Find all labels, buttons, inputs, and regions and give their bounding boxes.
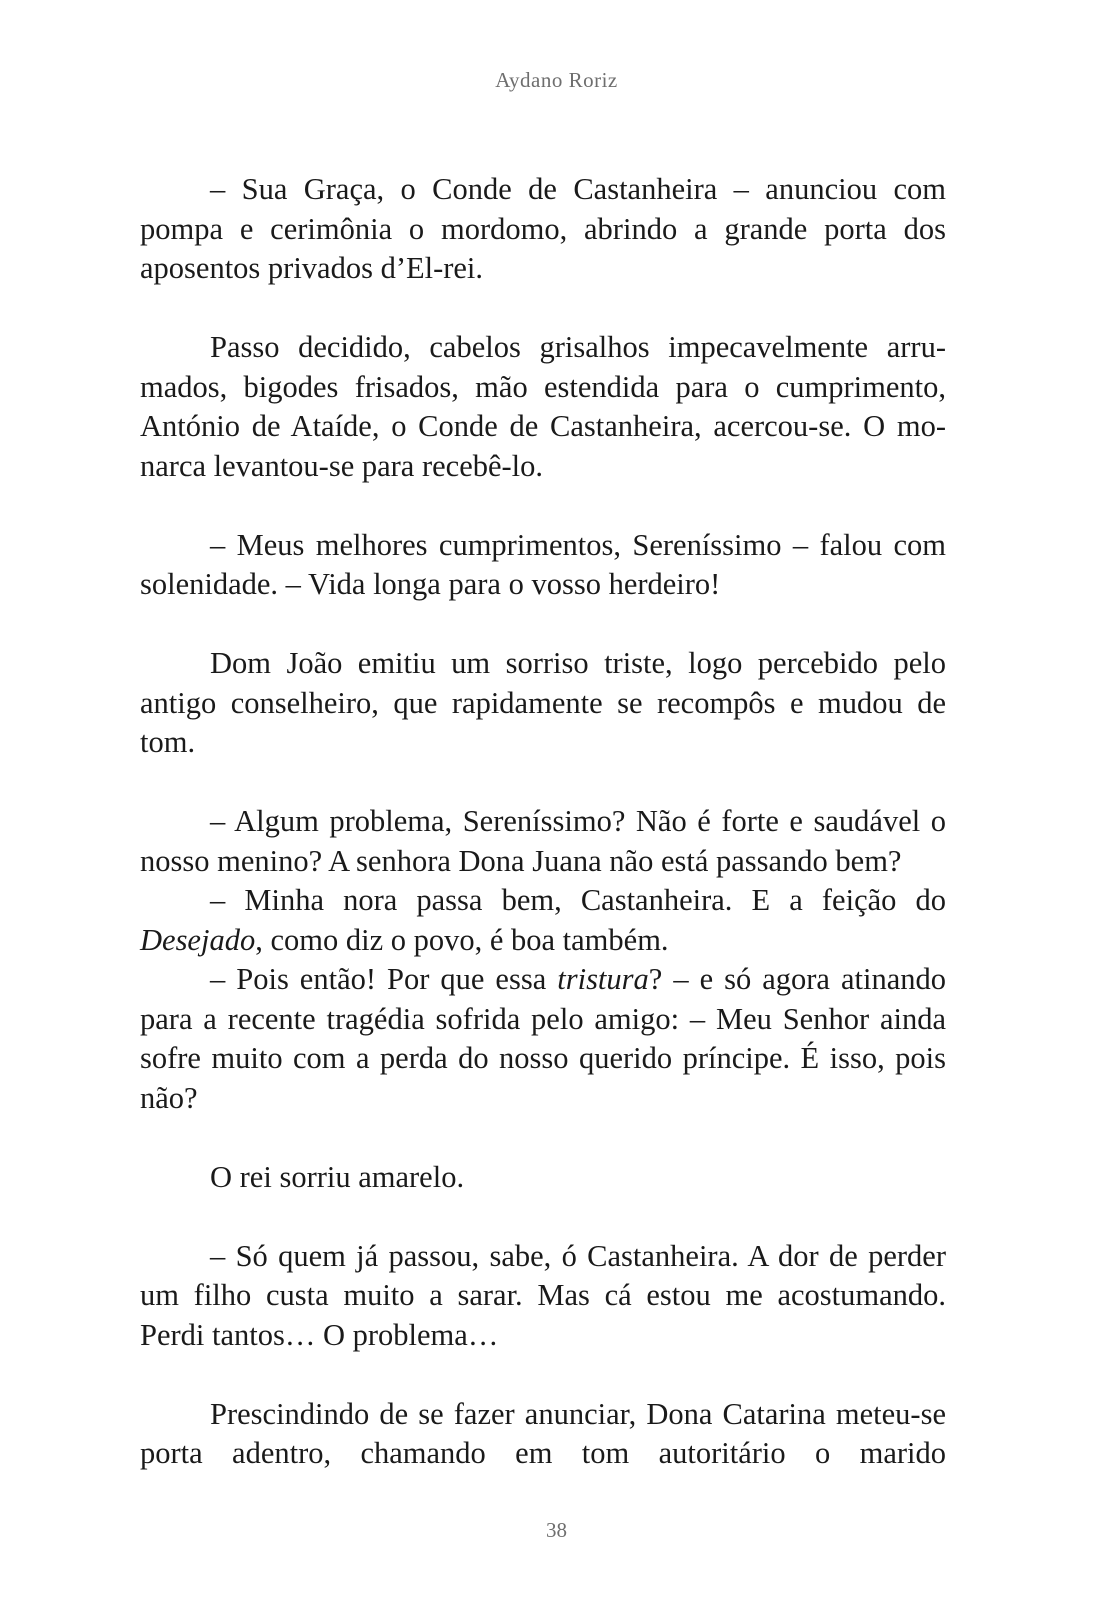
paragraph-sad-smile: Dom João emitiu um sorriso triste, logo percebido pelo antigo conselheiro, que rapidamente se recompôs e mudou de tom.: [140, 646, 946, 759]
running-head-author: Aydano Roriz: [495, 68, 618, 92]
paragraph-announcement: – Sua Graça, o Conde de Castanheira – anunciou com pompa e cerimônia o mordomo, abrindo a grande porta dos aposentos privados d’El-rei.: [140, 172, 946, 285]
p6-rest: , como diz o povo, é boa também.: [255, 922, 669, 957]
p7-rest: ? – e só agora atinando para a recente tragédia sofrida pelo amigo: – Meu Senhor ainda sofre muito com a perda do nosso querido príncipe. É isso, pois não?: [140, 962, 946, 1115]
paragraph-dona-catarina: Prescindindo de se fazer anunciar, Dona Catarina meteu-se porta adentro, chamando em tom autoritário o marido: [140, 1396, 946, 1470]
body-text: [140, 170, 946, 1474]
paragraph-lost-son: – Só quem já passou, sabe, ó Castanheira. A dor de perder um filho custa muito a sarar. Mas cá estou me acostumando. Perdi tantos… O problema…: [140, 1238, 946, 1352]
paragraph-count-arrives: Passo decidido, cabelos grisalhos impecavelmente arrumados, bigodes frisados, mão estendida para o cumprimento, António de Ataíde, o Conde de Castanheira, acercou-se. O monarca levantou-se para recebê-lo.: [140, 330, 946, 483]
paragraph-king-smiled: O rei sorriu amarelo.: [210, 1159, 465, 1194]
paragraph-greeting: – Meus melhores cumprimentos, Sereníssimo – falou com solenidade. – Vida longa para o vosso herdeiro!: [140, 527, 946, 601]
paragraph-problem-question: – Algum problema, Sereníssimo? Não é forte e saudável o nosso menino? A senhora Dona Juana não está passando bem?: [140, 804, 946, 878]
p7-italic-word: tristura: [557, 962, 649, 996]
p6-italic-word: Desejado: [140, 922, 256, 957]
paragraph-pois-entao: [140, 960, 946, 1118]
page-number: 38: [546, 1518, 567, 1542]
p6-lead: – Minha nora passa bem, Castanheira. E a feição do: [210, 883, 946, 917]
p7-lead: – Pois então! Por que essa: [210, 962, 558, 996]
paragraph-nora-passa-bem: [140, 881, 946, 960]
